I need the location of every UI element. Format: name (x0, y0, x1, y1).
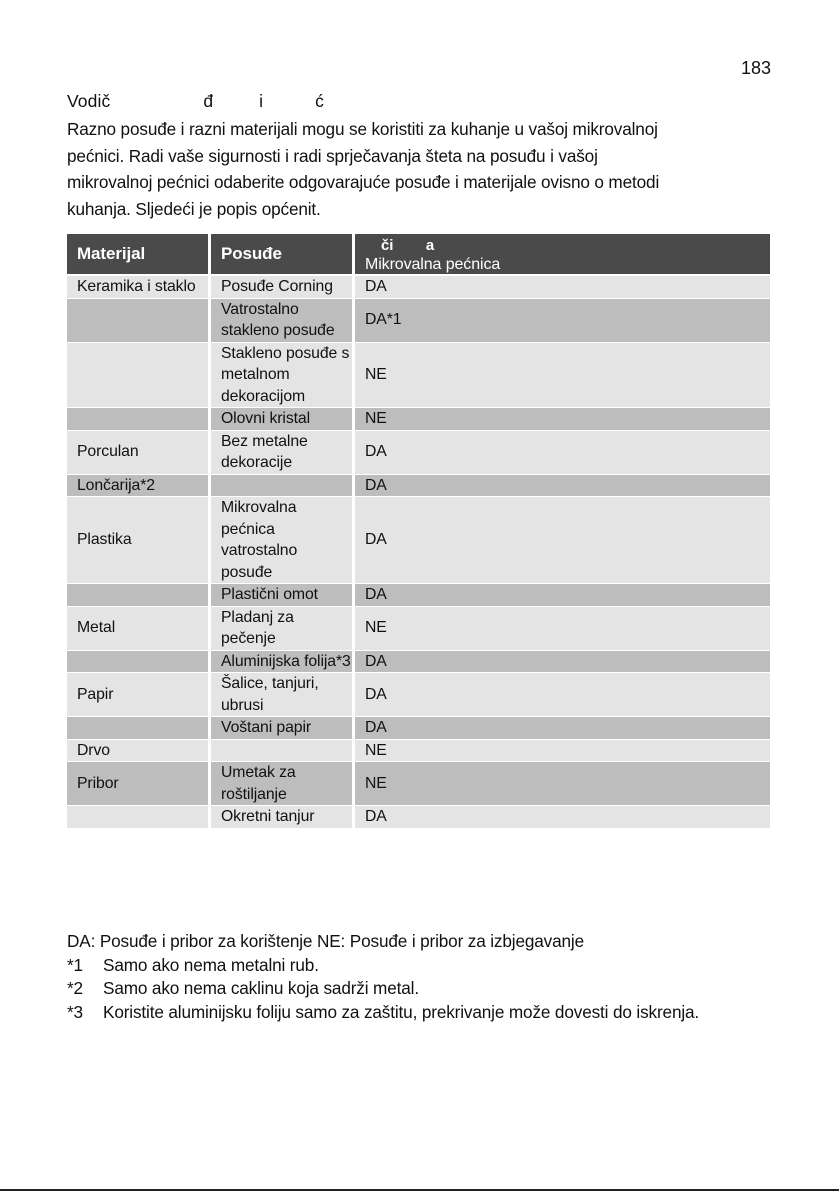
table-row (67, 299, 770, 343)
cell-microwave-usage: DA (355, 717, 770, 740)
intro-line: mikrovalnoj pećnici odaberite odgovarajuće posuđe i materijale ovisno o metodi (67, 172, 660, 192)
table-row (67, 497, 770, 584)
cell-material: Keramika i staklo (67, 276, 211, 299)
cell-microwave-usage: NE (355, 607, 770, 651)
intro-line: Razno posuđe i razni materijali mogu se koristiti za kuhanje u vašoj mikrovalnoj (67, 119, 658, 139)
cell-microwave-usage: DA (355, 497, 770, 584)
cell-microwave-usage: DA*1 (355, 299, 770, 343)
cell-cookware: Bez metalne dekoracije (211, 431, 355, 475)
footnote-mark: *2 (67, 978, 83, 998)
intro-line: kuhanja. Sljedeći je popis općenit. (67, 198, 321, 219)
notes-section (67, 930, 787, 1024)
cell-material (67, 343, 211, 409)
cell-material (67, 408, 211, 431)
table-row (67, 343, 770, 409)
footnote (67, 1001, 787, 1025)
cell-material: Lončarija*2 (67, 475, 211, 498)
header-usage-subtitle: Mikrovalna pećnica (365, 256, 501, 273)
cell-material (67, 651, 211, 674)
heading-part: Vodič (67, 91, 111, 111)
cell-microwave-usage: DA (355, 584, 770, 607)
cell-cookware: Stakleno posuđe s metalnom dekoracijom (211, 343, 355, 409)
cell-microwave-usage: NE (355, 740, 770, 763)
cell-material: Metal (67, 607, 211, 651)
cell-material: Porculan (67, 431, 211, 475)
header-usage-title: či a (381, 237, 435, 254)
header-usage (355, 234, 770, 276)
table-row (67, 607, 770, 651)
table-row (67, 584, 770, 607)
table-row (67, 276, 770, 299)
footnote-mark: *3 (67, 1001, 83, 1022)
cell-microwave-usage: DA (355, 651, 770, 674)
cell-material (67, 717, 211, 740)
cell-material (67, 806, 211, 829)
table-row (67, 673, 770, 717)
cell-cookware (211, 740, 355, 763)
cell-microwave-usage: NE (355, 762, 770, 806)
cell-cookware: Okretni tanjur (211, 806, 355, 829)
footnote (67, 977, 787, 1001)
cell-microwave-usage: NE (355, 408, 770, 431)
intro-paragraph (67, 116, 777, 222)
cell-cookware: Šalice, tanjuri, ubrusi (211, 673, 355, 717)
header-material: Materijal (67, 234, 211, 276)
heading-part: i (259, 91, 264, 111)
cell-material: Pribor (67, 762, 211, 806)
cell-material: Plastika (67, 497, 211, 584)
intro-line: pećnici. Radi vaše sigurnosti i radi sprječavanja šteta na posuđu i vašoj (67, 145, 598, 166)
section-heading (67, 91, 324, 112)
footnote-mark: *1 (67, 954, 83, 975)
cell-cookware: Voštani papir (211, 717, 355, 740)
heading-part: ć (315, 91, 325, 111)
table-row (67, 762, 770, 806)
cell-microwave-usage: DA (355, 475, 770, 498)
heading-part: đ (203, 91, 214, 111)
cell-microwave-usage: DA (355, 431, 770, 475)
cell-microwave-usage: DA (355, 673, 770, 717)
cell-microwave-usage: NE (355, 343, 770, 409)
cell-cookware: Plastični omot (211, 584, 355, 607)
cell-cookware: Pladanj za pečenje (211, 607, 355, 651)
cell-material: Papir (67, 673, 211, 717)
footnote-text: Samo ako nema caklinu koja sadrži metal. (103, 978, 419, 998)
footnote (67, 954, 787, 978)
header-cookware: Posuđe (211, 234, 355, 276)
cell-cookware: Mikrovalna pećnica vatrostalno posuđe (211, 497, 355, 584)
cell-cookware: Posuđe Corning (211, 276, 355, 299)
table-body (67, 276, 770, 829)
cell-cookware: Umetak za roštiljanje (211, 762, 355, 806)
cell-material (67, 584, 211, 607)
cell-cookware: Olovni kristal (211, 408, 355, 431)
footnote-text: Koristite aluminijsku foliju samo za zaštitu, prekrivanje može dovesti do iskrenja. (103, 1001, 700, 1022)
table-row (67, 740, 770, 763)
table-header-row (67, 234, 770, 276)
legend-text: DA: Posuđe i pribor za korištenje NE: Posuđe i pribor za izbjegavanje (67, 931, 585, 951)
table-row (67, 806, 770, 829)
table-row (67, 475, 770, 498)
table-row (67, 651, 770, 674)
footnote-text: Samo ako nema metalni rub. (103, 954, 319, 975)
cell-cookware (211, 475, 355, 498)
cell-cookware: Aluminijska folija*3 (211, 651, 355, 674)
cell-microwave-usage: DA (355, 806, 770, 829)
cell-material: Drvo (67, 740, 211, 763)
cookware-guide-table (67, 234, 770, 829)
page-number: 183 (740, 58, 771, 78)
table-row (67, 431, 770, 475)
cell-microwave-usage: DA (355, 276, 770, 299)
cell-cookware: Vatrostalno stakleno posuđe (211, 299, 355, 343)
cell-material (67, 299, 211, 343)
table-row (67, 717, 770, 740)
table-row (67, 408, 770, 431)
